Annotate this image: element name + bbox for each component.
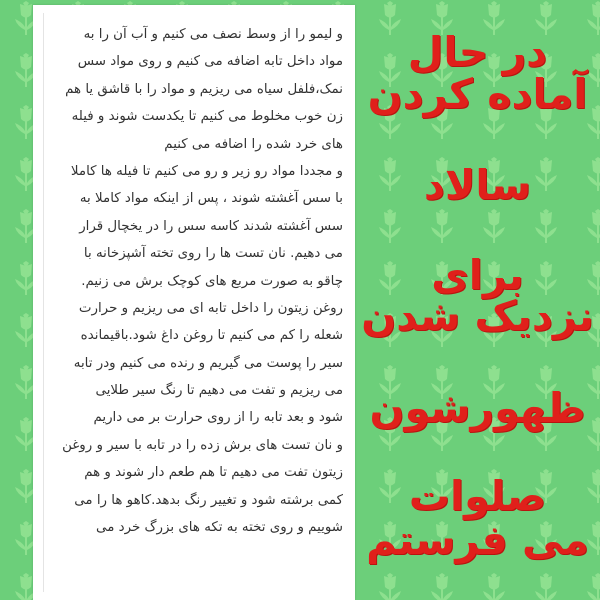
recipe-line: زن خوب مخلوط می کنیم تا یکدست شوند و فیله bbox=[71, 109, 343, 125]
recipe-line: شود و بعد تابه را از روی حرارت بر می داریم bbox=[93, 410, 343, 426]
recipe-line: های خرد شده را اضافه می کنیم bbox=[164, 136, 343, 152]
recipe-line: نمک،فلفل سیاه می ریزیم و مواد را با قاشق یا هم bbox=[65, 81, 343, 97]
headline-line-4: برای bbox=[431, 251, 524, 299]
headline-line-3: سالاد bbox=[423, 161, 532, 209]
recipe-line: می دهیم. نان تست ها را روی تخته آشپزخانه با bbox=[83, 246, 343, 262]
recipe-line: زیتون تفت می دهیم تا هم طعم دار شوند و هم bbox=[84, 465, 343, 481]
panel-divider bbox=[43, 13, 44, 592]
recipe-text bbox=[51, 21, 343, 541]
recipe-line: شعله را کم می کنیم تا روغن داغ شود.باقیمانده bbox=[80, 328, 343, 344]
recipe-line: با سس آغشته شوند ، پس از اینکه مواد کاملا به bbox=[79, 191, 343, 207]
headline-line-8: می فرستم bbox=[366, 516, 589, 564]
recipe-line: مواد داخل تابه اضافه می کنیم و روی مواد سس bbox=[77, 54, 343, 70]
recipe-line: کمی برشته شود و تغییر رنگ بدهد.کاهو ها را می bbox=[74, 492, 343, 508]
recipe-line: و نان تست های برش زده را در تابه با سیر و روغن bbox=[62, 437, 343, 453]
recipe-line: می ریزیم و تفت می دهیم تا رنگ سیر طلایی bbox=[95, 383, 343, 399]
recipe-line: چاقو به صورت مربع های کوچک برش می زنیم. bbox=[81, 273, 343, 289]
headline-line-2: آماده کردن bbox=[367, 70, 588, 118]
recipe-line: سیر را پوست می گیریم و رنده می کنیم ودر تابه bbox=[73, 355, 343, 371]
headline-line-1: در حال bbox=[407, 28, 548, 76]
headline-line-7: صلوات bbox=[408, 472, 547, 520]
recipe-line: شوییم و روی تخته به تکه های بزرگ خرد می bbox=[96, 520, 343, 536]
headline-line-5: نزدیک شدن bbox=[361, 292, 594, 340]
recipe-line: و مجددا مواد رو زیر و رو می کنیم تا فیله ها کاملا bbox=[70, 163, 343, 179]
recipe-line: روغن زیتون را داخل تابه ای می ریزیم و حرارت bbox=[78, 300, 343, 316]
recipe-text-panel bbox=[33, 5, 355, 600]
headline-line-6: ظهورشون bbox=[369, 384, 586, 432]
recipe-line: سس آغشته شدند کاسه سس را در یخچال قرار bbox=[79, 218, 343, 234]
recipe-line: و لیمو را از وسط نصف می کنیم و آب آن را به bbox=[83, 27, 343, 42]
